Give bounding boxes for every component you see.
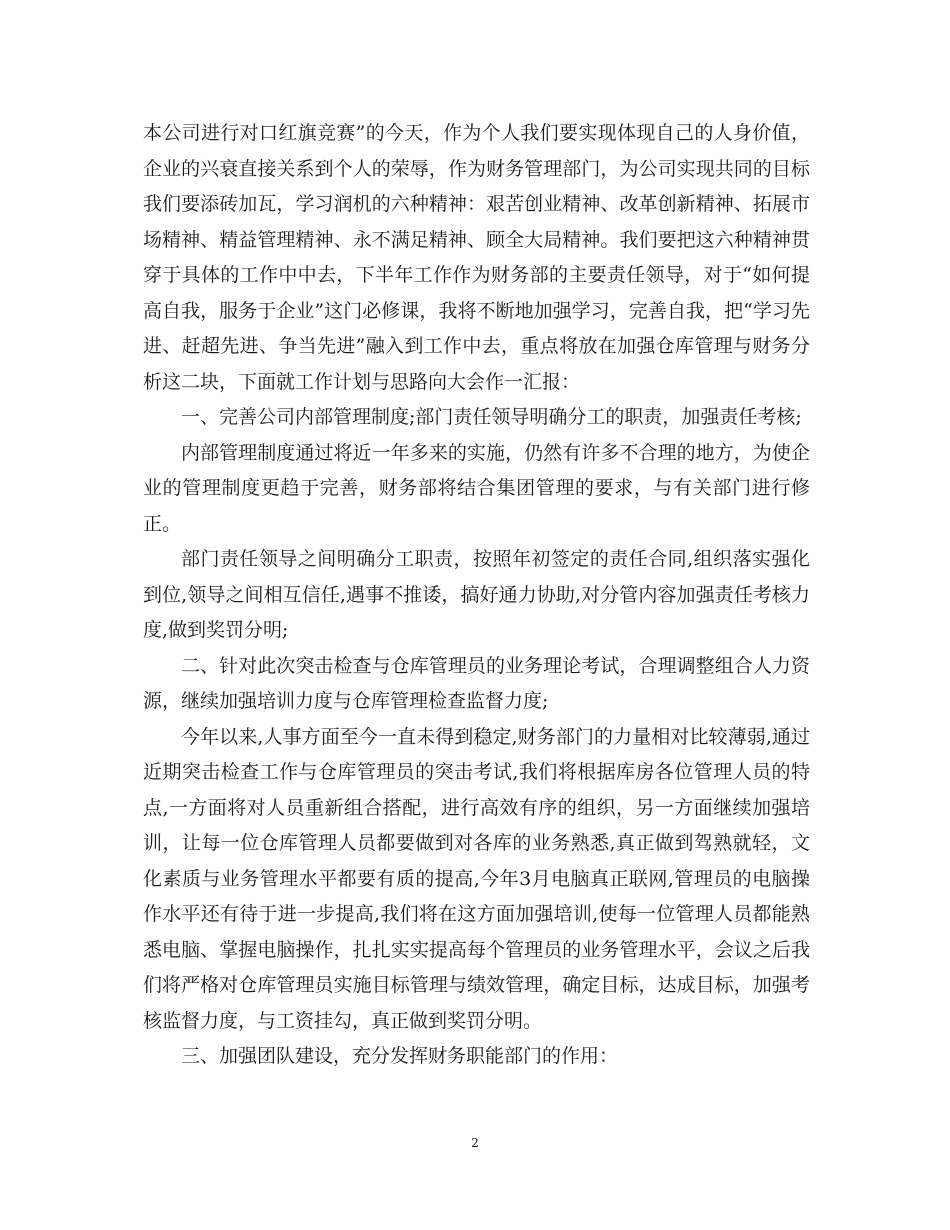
paragraph-section-2-heading: 二、针对此次突击检查与仓库管理员的业务理论考试，合理调整组合人力资源，继续加强培训力度与仓库管理检查监督力度; — [143, 654, 810, 712]
paragraph-section-3-heading: 三、加强团队建设，充分发挥财务职能部门的作用： — [181, 1045, 619, 1067]
paragraph-section-1-heading: 一、完善公司内部管理制度;部门责任领导明确分工的职责，加强责任考核; — [181, 406, 802, 428]
paragraph-intro: 本公司进行对口红旗竞赛”的今天，作为个人我们要实现体现自己的人身价值，企业的兴衰直接关系到个人的荣辱，作为财务管理部门，为公司实现共同的目标我们要添砖加瓦，学习润机的六种精神：艰苦创业精神、改革创新精神、拓展市场精神、精益管理精神、永不满足精神、顾全大局精神。我们要把这六种精神贯穿于具体的工作中中去，下半年工作作为财务部的主要责任领导，对于“如何提高自我，服务于企业”这门必修课，我将不断地加强学习，完善自我，把“学习先进、赶超先进、争当先进”融入到工作中去，重点将放在加强仓库管理与财务分析这二块，下面就工作计划与思路向大会作一汇报： — [143, 122, 810, 393]
document-body — [143, 116, 810, 1075]
page-number: 2 — [471, 1136, 479, 1150]
paragraph-internal-management: 内部管理制度通过将近一年多来的实施，仍然有许多不合理的地方，为使企业的管理制度更趋于完善，财务部将结合集团管理的要求，与有关部门进行修正。 — [143, 441, 810, 535]
paragraph-personnel-training: 今年以来,人事方面至今一直未得到稳定,财务部门的力量相对比较薄弱,通过近期突击检查工作与仓库管理员的突击考试,我们将根据库房各位管理人员的特点,一方面将对人员重新组合搭配，进行高效有序的组织，另一方面继续加强培训，让每一位仓库管理人员都要做到对各库的业务熟悉,真正做到驾熟就轻，文化素质与业务管理水平都要有质的提高,今年3月电脑真正联网,管理员的电脑操作水平还有待于进一步提高,我们将在这方面加强培训,使每一位管理人员都能熟悉电脑、掌握电脑操作，扎扎实实提高每个管理员的业务管理水平，会议之后我们将严格对仓库管理员实施目标管理与绩效管理，确定目标，达成目标，加强考核监督力度，与工资挂勾，真正做到奖罚分明。 — [143, 725, 810, 1032]
paragraph-responsibility-division: 部门责任领导之间明确分工职责，按照年初签定的责任合同,组织落实强化到位,领导之间相互信任,遇事不推诿，搞好通力协助,对分管内容加强责任考核力度,做到奖罚分明; — [143, 548, 810, 641]
